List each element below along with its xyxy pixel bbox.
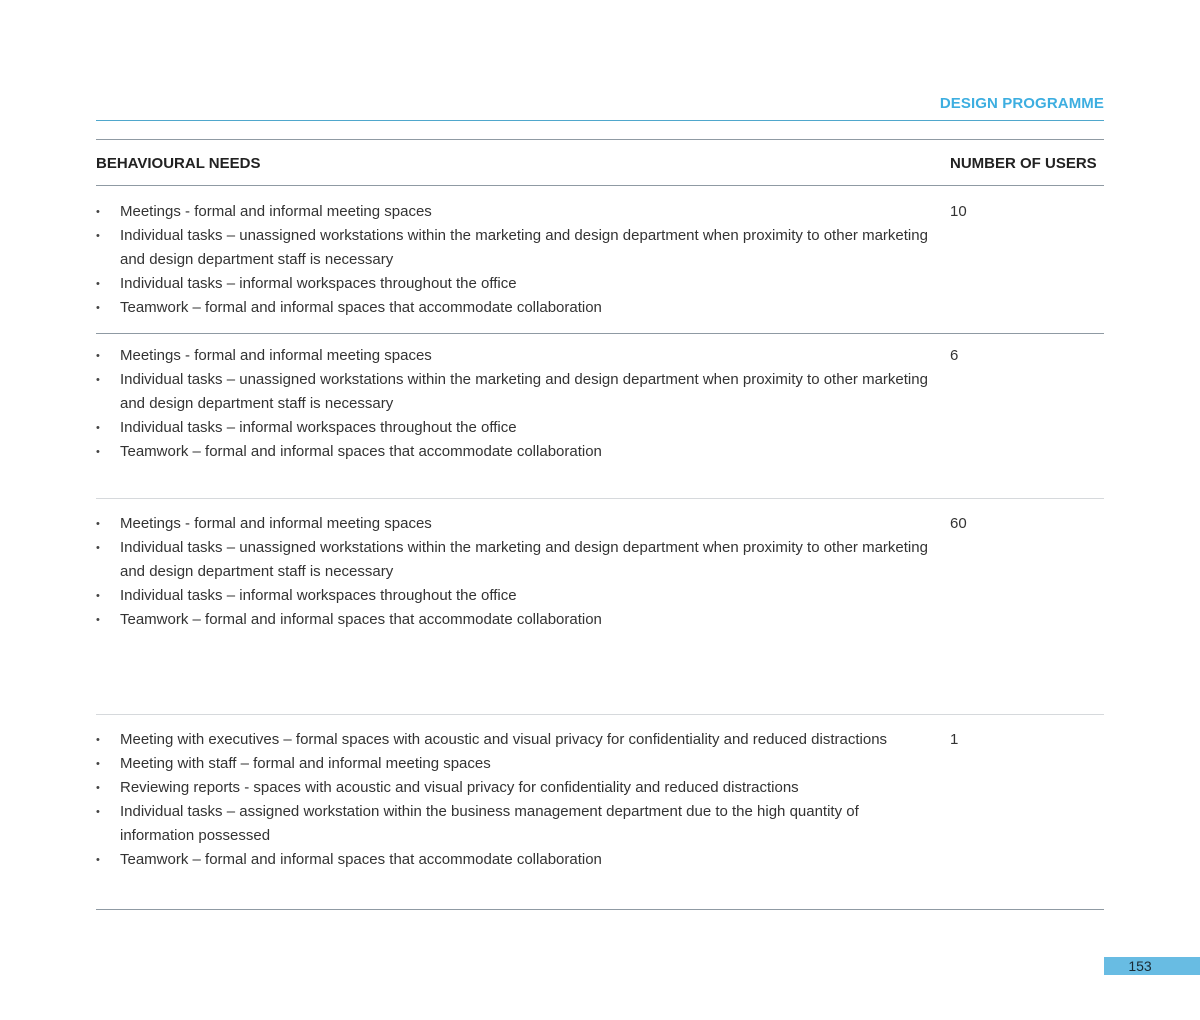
behavioural-needs-list xyxy=(96,344,936,464)
column-header-users: NUMBER OF USERS xyxy=(950,155,1097,172)
list-item: • Individual tasks – informal workspaces throughout the office xyxy=(96,584,936,608)
list-item: • Individual tasks – assigned workstation within the business management department due to the high quantity of information possessed xyxy=(96,800,936,848)
list-item: • Reviewing reports - spaces with acoustic and visual privacy for confidentiality and reduced distractions xyxy=(96,776,936,800)
behavioural-needs-list xyxy=(96,512,936,632)
list-item: • Teamwork – formal and informal spaces that accommodate collaboration xyxy=(96,848,936,872)
number-of-users: 6 xyxy=(950,347,959,364)
section-title: DESIGN PROGRAMME xyxy=(939,95,1104,112)
page-number-tab xyxy=(1104,957,1200,975)
row-divider xyxy=(96,498,1104,499)
row-divider xyxy=(96,333,1104,334)
list-item: • Individual tasks – informal workspaces throughout the office xyxy=(96,272,936,296)
list-item: • Meeting with executives – formal spaces with acoustic and visual privacy for confidentiality and reduced distractions xyxy=(96,728,936,752)
table-top-rule xyxy=(96,139,1104,140)
number-of-users: 10 xyxy=(950,203,967,220)
list-item: • Teamwork – formal and informal spaces that accommodate collaboration xyxy=(96,440,936,464)
list-item: • Individual tasks – informal workspaces throughout the office xyxy=(96,416,936,440)
table-row xyxy=(96,200,1104,320)
list-item: • Teamwork – formal and informal spaces that accommodate collaboration xyxy=(96,296,936,320)
list-item: • Meeting with staff – formal and informal meeting spaces xyxy=(96,752,936,776)
table-bottom-rule xyxy=(96,909,1104,910)
row-divider xyxy=(96,714,1104,715)
table-header-rule xyxy=(96,185,1104,186)
table-row xyxy=(96,512,1104,632)
list-item: • Teamwork – formal and informal spaces that accommodate collaboration xyxy=(96,608,936,632)
list-item: • Individual tasks – unassigned workstations within the marketing and design department when proximity to other marketing and design department staff is necessary xyxy=(96,224,936,272)
list-item: • Meetings - formal and informal meeting spaces xyxy=(96,344,936,368)
list-item: • Individual tasks – unassigned workstations within the marketing and design department when proximity to other marketing and design department staff is necessary xyxy=(96,536,936,584)
table-row xyxy=(96,344,1104,464)
list-item: • Meetings - formal and informal meeting spaces xyxy=(96,200,936,224)
behavioural-needs-list xyxy=(96,200,936,320)
number-of-users: 1 xyxy=(950,731,959,748)
list-item: • Meetings - formal and informal meeting spaces xyxy=(96,512,936,536)
page-number: 153 xyxy=(1128,958,1152,974)
column-header-needs: BEHAVIOURAL NEEDS xyxy=(96,155,261,172)
header-rule xyxy=(96,120,1104,121)
table-row xyxy=(96,728,1104,872)
list-item: • Individual tasks – unassigned workstations within the marketing and design department when proximity to other marketing and design department staff is necessary xyxy=(96,368,936,416)
number-of-users: 60 xyxy=(950,515,967,532)
behavioural-needs-list xyxy=(96,728,936,872)
